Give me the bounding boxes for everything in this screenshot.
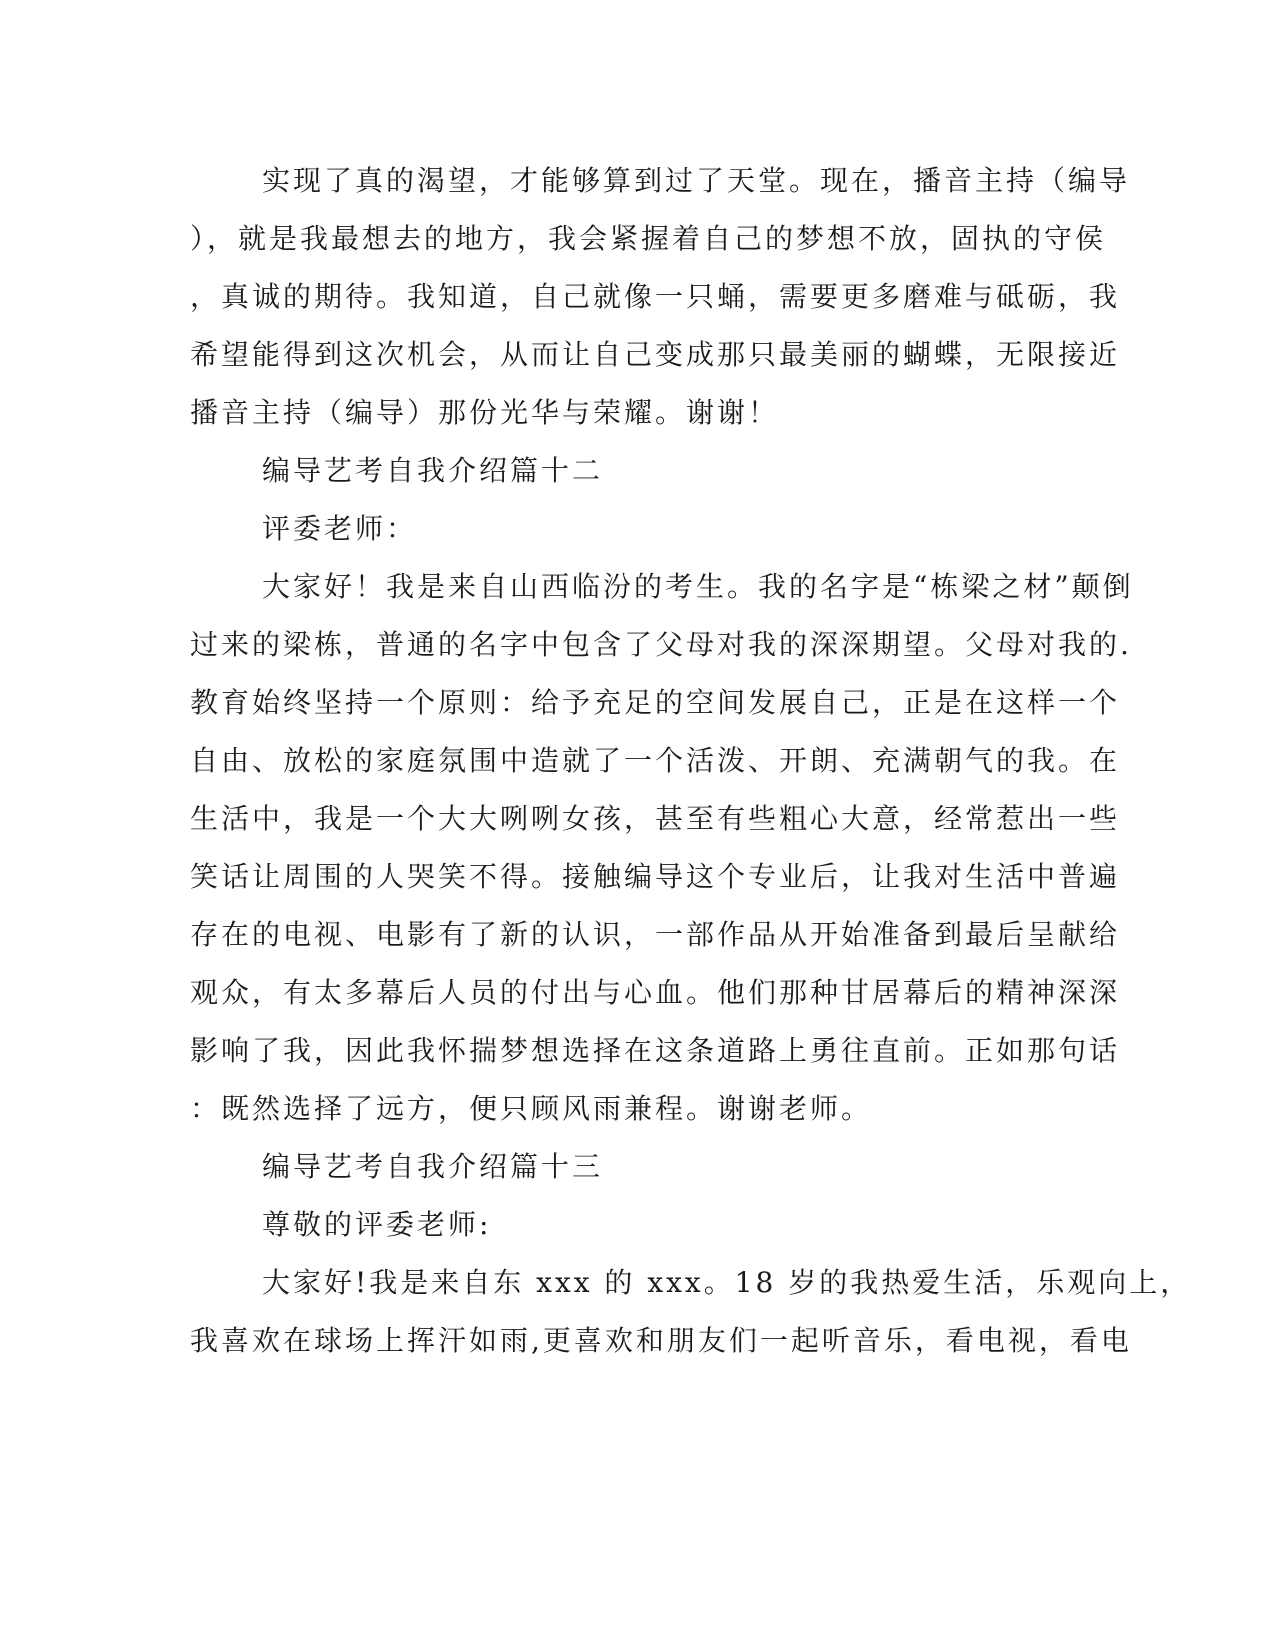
- paragraph-line: 播音主持（编导）那份光华与荣耀。谢谢！: [190, 396, 780, 429]
- section-heading: 编导艺考自我介绍篇十二: [262, 454, 604, 487]
- paragraph-line: 大家好!我是来自东 xxx 的 xxx。18 岁的我热爱生活，乐观向上，: [262, 1266, 1192, 1299]
- paragraph-line: 我喜欢在球场上挥汗如雨,更喜欢和朋友们一起听音乐，看电视，看电: [190, 1324, 1132, 1357]
- paragraph-line: 影响了我，因此我怀揣梦想选择在这条道路上勇往直前。正如那句话: [190, 1034, 1121, 1067]
- paragraph-line: 希望能得到这次机会，从而让自己变成那只最美丽的蝴蝶，无限接近: [190, 338, 1121, 371]
- paragraph-line: 笑话让周围的人哭笑不得。接触编导这个专业后，让我对生活中普遍: [190, 860, 1121, 893]
- paragraph-line: 教育始终坚持一个原则：给予充足的空间发展自己，正是在这样一个: [190, 686, 1121, 719]
- paragraph-line: 过来的梁栋，普通的名字中包含了父母对我的深深期望。父母对我的.: [190, 628, 1132, 661]
- paragraph-line: ：既然选择了远方，便只顾风雨兼程。谢谢老师。: [190, 1092, 873, 1125]
- paragraph-line: 生活中，我是一个大大咧咧女孩，甚至有些粗心大意，经常惹出一些: [190, 802, 1121, 835]
- paragraph-line: 存在的电视、电影有了新的认识，一部作品从开始准备到最后呈献给: [190, 918, 1121, 951]
- salutation: 评委老师：: [262, 512, 418, 545]
- paragraph-line: 实现了真的渴望，才能够算到过了天堂。现在，播音主持（编导: [262, 164, 1131, 197]
- paragraph-line: 大家好！我是来自山西临汾的考生。我的名字是“栋梁之材”颠倒: [262, 570, 1134, 603]
- paragraph-line: 观众，有太多幕后人员的付出与心血。他们那种甘居幕后的精神深深: [190, 976, 1121, 1009]
- paragraph-line: ，真诚的期待。我知道，自己就像一只蛹，需要更多磨难与砥砺，我: [190, 280, 1121, 313]
- paragraph-line: ），就是我最想去的地方，我会紧握着自己的梦想不放，固执的守侯: [190, 222, 1107, 255]
- salutation: 尊敬的评委老师:: [262, 1208, 492, 1241]
- paragraph-line: 自由、放松的家庭氛围中造就了一个活泼、开朗、充满朝气的我。在: [190, 744, 1121, 777]
- section-heading: 编导艺考自我介绍篇十三: [262, 1150, 604, 1183]
